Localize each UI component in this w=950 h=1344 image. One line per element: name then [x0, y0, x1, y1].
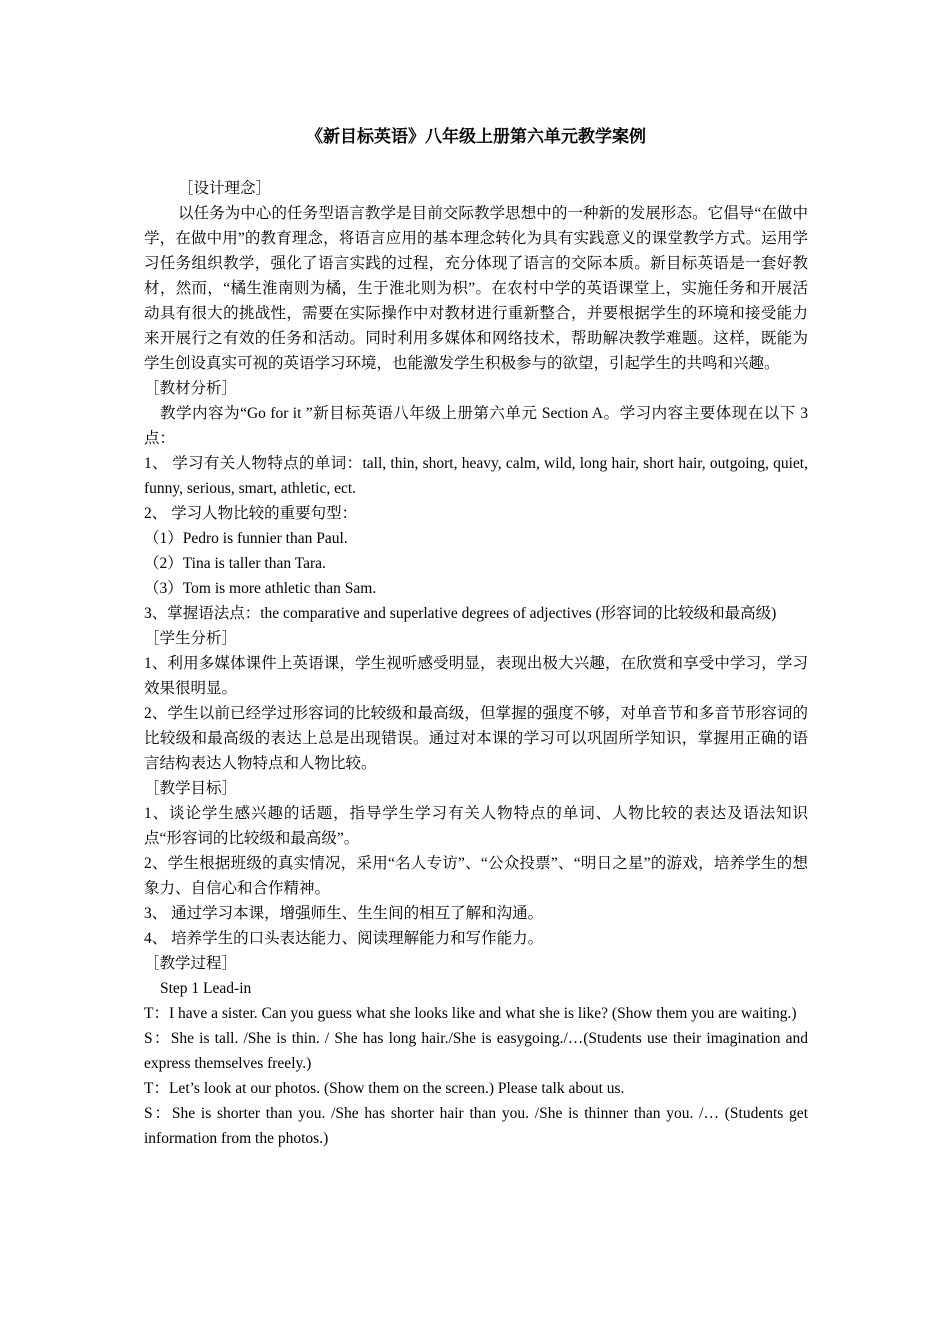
paragraph: 3、掌握语法点：the comparative and superlative degrees of adjectives (形容词的比较级和最高级): [144, 605, 777, 622]
paragraph: 1、谈论学生感兴趣的话题，指导学生学习有关人物特点的单词、人物比较的表达及语法知识点“形容词的比较级和最高级”。: [144, 805, 808, 847]
paragraph: 2、学生以前已经学过形容词的比较级和最高级，但掌握的强度不够，对单音节和多音节形容词的比较级和最高级的表达上总是出现错误。通过对本课的学习可以巩固所学知识，掌握用正确的语言结构表达人物特点和人物比较。: [144, 705, 808, 772]
paragraph: T：Let’s look at our photos. (Show them on the screen.) Please talk about us.: [144, 1080, 625, 1097]
paragraph: ［教学过程］: [144, 955, 238, 972]
paragraph: 4、 培养学生的口头表达能力、阅读理解能力和写作能力。: [144, 930, 544, 947]
document-body: [144, 176, 808, 1151]
paragraph: 2、 学习人物比较的重要句型：: [144, 505, 358, 522]
paragraph: ［教材分析］: [144, 380, 238, 397]
paragraph: 3、 通过学习本课，增强师生、生生间的相互了解和沟通。: [144, 905, 544, 922]
paragraph: T：I have a sister. Can you guess what she looks like and what she is like? (Show them you are waiting.): [144, 1005, 797, 1022]
paragraph: ［设计理念］: [178, 180, 272, 197]
paragraph: ［学生分析］: [144, 630, 238, 647]
paragraph: （1）Pedro is funnier than Paul.: [144, 530, 348, 547]
paragraph: Step 1 Lead-in: [160, 980, 252, 997]
paragraph: ［教学目标］: [144, 780, 238, 797]
paragraph: 1、 学习有关人物特点的单词：tall, thin, short, heavy, calm, wild, long hair, short hair, outgoing, quiet, funny, serious, smart, athletic, ect.: [144, 455, 808, 497]
paragraph: 以任务为中心的任务型语言教学是目前交际教学思想中的一种新的发展形态。它倡导“在做中学，在做中用”的教育理念，将语言应用的基本理念转化为具有实践意义的课堂教学方式。运用学习任务组织教学，强化了语言实践的过程，充分体现了语言的交际本质。新目标英语是一套好教材，然而，“橘生淮南则为橘，生于淮北则为枳”。在农村中学的英语课堂上，实施任务和开展活动具有很大的挑战性，需要在实际操作中对教材进行重新整合，并要根据学生的环境和接受能力来开展行之有效的任务和活动。同时利用多媒体和网络技术，帮助解决教学难题。这样，既能为学生创设真实可视的英语学习环境，也能激发学生积极参与的欲望，引起学生的共鸣和兴趣。: [144, 205, 808, 372]
paragraph: S：She is tall. /She is thin. / She has long hair./She is easygoing./…(Students use their imagination and express themselves freely.): [144, 1030, 808, 1072]
paragraph: 2、学生根据班级的真实情况，采用“名人专访”、“公众投票”、“明日之星”的游戏，培养学生的想象力、自信心和合作精神。: [144, 855, 808, 897]
paragraph: 1、利用多媒体课件上英语课，学生视听感受明显，表现出极大兴趣，在欣赏和享受中学习，学习效果很明显。: [144, 655, 808, 697]
paragraph: S：She is shorter than you. /She has shorter hair than you. /She is thinner than you. /… (Students get information from the photos.): [144, 1105, 808, 1147]
paragraph: （2）Tina is taller than Tara.: [144, 555, 326, 572]
paragraph: （3）Tom is more athletic than Sam.: [144, 580, 377, 597]
document-title: 《新目标英语》八年级上册第六单元教学案例: [306, 127, 646, 146]
paragraph: 教学内容为“Go for it ”新目标英语八年级上册第六单元 Section A。学习内容主要体现在以下 3 点：: [144, 405, 808, 447]
